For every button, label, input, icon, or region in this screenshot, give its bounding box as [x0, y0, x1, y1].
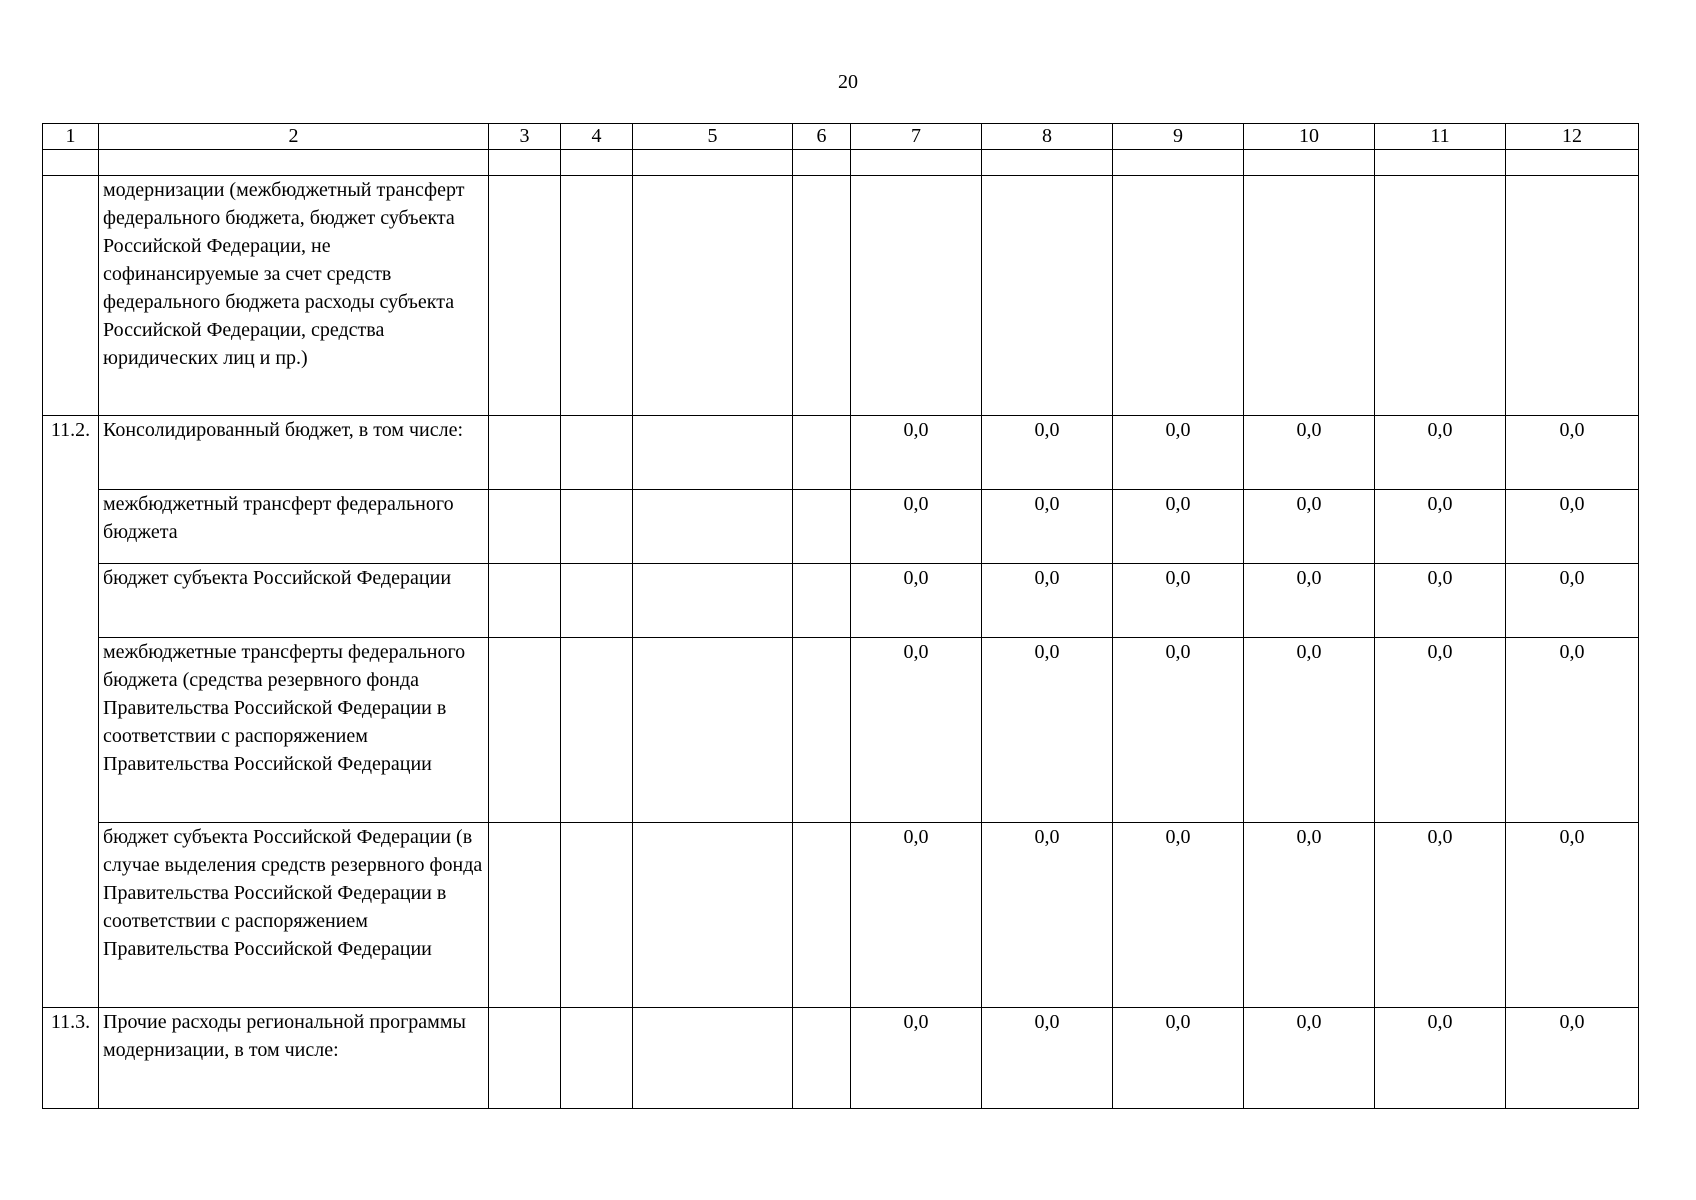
column-header: 1	[43, 124, 99, 150]
empty-cell	[561, 416, 633, 490]
empty-cell	[793, 416, 851, 490]
empty-cell	[1375, 150, 1506, 176]
value-cell: 0,0	[982, 823, 1113, 1008]
value-cell: 0,0	[851, 564, 982, 638]
value-cell: 0,0	[1244, 416, 1375, 490]
row-index: 11.2.	[43, 416, 99, 1008]
value-cell	[1375, 176, 1506, 416]
empty-cell	[561, 490, 633, 564]
value-cell: 0,0	[1113, 823, 1244, 1008]
row-description: модернизации (межбюджетный трансферт федерального бюджета, бюджет субъекта Российской Федерации, не софинансируемые за счет средств федерального бюджета расходы субъекта Российской Федерации, средства юридических лиц и пр.)	[99, 176, 489, 416]
row-description: Прочие расходы региональной программы модернизации, в том числе:	[99, 1008, 489, 1109]
empty-cell	[43, 150, 99, 176]
empty-cell	[561, 564, 633, 638]
empty-cell	[633, 638, 793, 823]
column-header: 6	[793, 124, 851, 150]
column-header: 3	[489, 124, 561, 150]
column-header: 11	[1375, 124, 1506, 150]
column-header: 9	[1113, 124, 1244, 150]
empty-cell	[561, 150, 633, 176]
empty-cell	[633, 1008, 793, 1109]
column-header: 10	[1244, 124, 1375, 150]
empty-cell	[633, 416, 793, 490]
value-cell: 0,0	[1244, 490, 1375, 564]
empty-cell	[489, 823, 561, 1008]
empty-cell	[561, 823, 633, 1008]
value-cell	[1113, 176, 1244, 416]
column-header: 7	[851, 124, 982, 150]
empty-cell	[793, 176, 851, 416]
value-cell: 0,0	[1113, 564, 1244, 638]
value-cell: 0,0	[982, 490, 1113, 564]
value-cell: 0,0	[1113, 638, 1244, 823]
empty-cell	[561, 1008, 633, 1109]
row-description: Консолидированный бюджет, в том числе:	[99, 416, 489, 490]
value-cell: 0,0	[1506, 564, 1639, 638]
value-cell: 0,0	[1244, 564, 1375, 638]
value-cell	[851, 176, 982, 416]
budget-table	[42, 123, 1639, 1109]
empty-cell	[99, 150, 489, 176]
table-row	[43, 176, 1639, 416]
empty-cell	[561, 176, 633, 416]
value-cell: 0,0	[982, 564, 1113, 638]
value-cell: 0,0	[851, 416, 982, 490]
column-header: 8	[982, 124, 1113, 150]
value-cell: 0,0	[1506, 1008, 1639, 1109]
value-cell: 0,0	[1375, 638, 1506, 823]
empty-cell	[793, 638, 851, 823]
empty-cell	[633, 564, 793, 638]
table-row	[43, 490, 1639, 564]
empty-cell	[793, 823, 851, 1008]
empty-cell	[851, 150, 982, 176]
blank-row	[43, 150, 1639, 176]
value-cell: 0,0	[1375, 416, 1506, 490]
value-cell: 0,0	[1506, 823, 1639, 1008]
empty-cell	[489, 416, 561, 490]
row-description: бюджет субъекта Российской Федерации (в случае выделения средств резервного фонда Правительства Российской Федерации в соответствии с распоряжением Правительства Российской Федерации	[99, 823, 489, 1008]
value-cell	[982, 176, 1113, 416]
value-cell: 0,0	[1506, 638, 1639, 823]
empty-cell	[489, 150, 561, 176]
value-cell: 0,0	[1375, 823, 1506, 1008]
table-row	[43, 1008, 1639, 1109]
empty-cell	[633, 823, 793, 1008]
value-cell: 0,0	[1506, 416, 1639, 490]
column-header: 5	[633, 124, 793, 150]
column-number-row	[43, 124, 1639, 150]
value-cell: 0,0	[1244, 1008, 1375, 1109]
empty-cell	[489, 638, 561, 823]
value-cell: 0,0	[1244, 823, 1375, 1008]
empty-cell	[1113, 150, 1244, 176]
value-cell: 0,0	[851, 490, 982, 564]
empty-cell	[489, 564, 561, 638]
column-header: 4	[561, 124, 633, 150]
empty-cell	[489, 176, 561, 416]
table-row	[43, 416, 1639, 490]
empty-cell	[1244, 150, 1375, 176]
empty-cell	[793, 564, 851, 638]
empty-cell	[793, 490, 851, 564]
row-index	[43, 176, 99, 416]
value-cell: 0,0	[1375, 564, 1506, 638]
value-cell	[1506, 176, 1639, 416]
value-cell: 0,0	[851, 1008, 982, 1109]
row-index: 11.3.	[43, 1008, 99, 1109]
column-header: 2	[99, 124, 489, 150]
empty-cell	[489, 490, 561, 564]
column-header: 12	[1506, 124, 1639, 150]
row-description: бюджет субъекта Российской Федерации	[99, 564, 489, 638]
empty-cell	[633, 150, 793, 176]
value-cell: 0,0	[1506, 490, 1639, 564]
empty-cell	[982, 150, 1113, 176]
value-cell: 0,0	[1244, 638, 1375, 823]
value-cell: 0,0	[982, 416, 1113, 490]
page-number: 20	[838, 71, 858, 93]
value-cell: 0,0	[982, 638, 1113, 823]
value-cell: 0,0	[851, 638, 982, 823]
value-cell: 0,0	[1375, 490, 1506, 564]
row-description: межбюджетные трансферты федерального бюджета (средства резервного фонда Правительства Российской Федерации в соответствии с распоряжением Правительства Российской Федерации	[99, 638, 489, 823]
value-cell: 0,0	[1375, 1008, 1506, 1109]
empty-cell	[561, 638, 633, 823]
empty-cell	[489, 1008, 561, 1109]
empty-cell	[793, 150, 851, 176]
empty-cell	[633, 176, 793, 416]
value-cell: 0,0	[1113, 416, 1244, 490]
empty-cell	[1506, 150, 1639, 176]
value-cell: 0,0	[1113, 490, 1244, 564]
empty-cell	[793, 1008, 851, 1109]
empty-cell	[633, 490, 793, 564]
table-row	[43, 564, 1639, 638]
row-description: межбюджетный трансферт федерального бюджета	[99, 490, 489, 564]
value-cell: 0,0	[982, 1008, 1113, 1109]
value-cell: 0,0	[1113, 1008, 1244, 1109]
table-row	[43, 823, 1639, 1008]
value-cell: 0,0	[851, 823, 982, 1008]
table-row	[43, 638, 1639, 823]
value-cell	[1244, 176, 1375, 416]
